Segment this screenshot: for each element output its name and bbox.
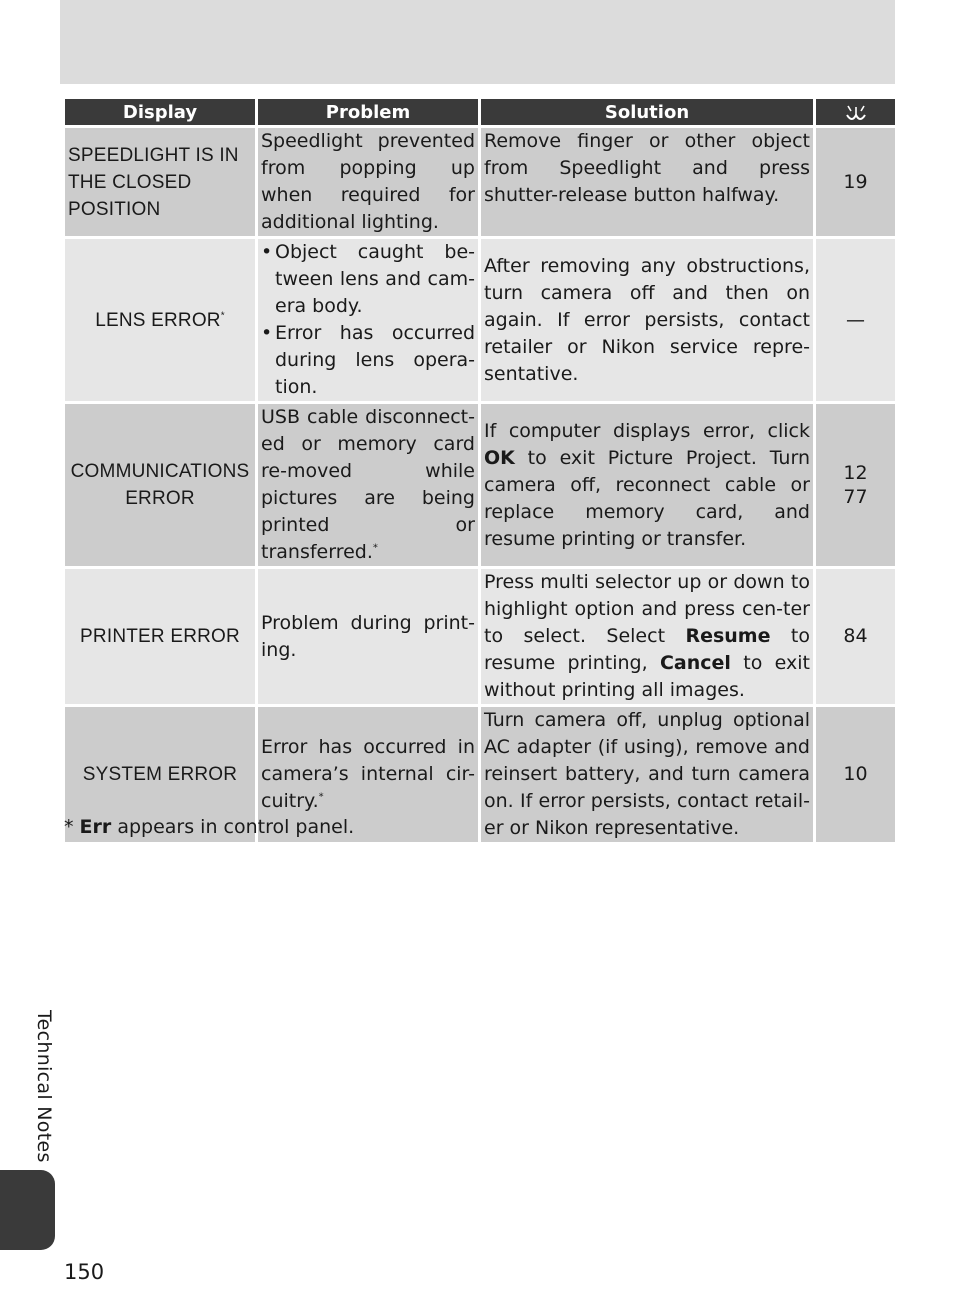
- footnote-mark: *: [64, 816, 80, 838]
- solution-text: If computer displays error, click: [484, 419, 810, 442]
- display-cell: COMMUNICATIONS ERROR: [65, 404, 255, 569]
- page-ref: 12: [843, 462, 868, 484]
- footnote-mark: *: [220, 310, 225, 322]
- column-header-page: [816, 99, 895, 128]
- section-side-label: Technical Notes: [33, 1010, 55, 1163]
- ok-label: OK: [484, 446, 515, 469]
- page-number: 150: [64, 1260, 105, 1284]
- problem-cell: Problem during print-ing.: [258, 569, 478, 707]
- column-header-solution: Solution: [481, 99, 813, 128]
- table-row: [65, 239, 895, 404]
- display-cell: SPEEDLIGHT IS IN THE CLOSED POSITION: [65, 128, 255, 239]
- footnote: [64, 816, 354, 838]
- solution-cell: Remove finger or other object from Speedlight and press shutter-release button halfway.: [481, 128, 813, 239]
- table-row: [65, 569, 895, 707]
- error-message-table: [62, 99, 898, 845]
- column-header-problem: Problem: [258, 99, 478, 128]
- display-cell: [65, 239, 255, 404]
- table-header-row: [65, 99, 895, 128]
- page-cell: 84: [816, 569, 895, 707]
- page-cell: —: [816, 239, 895, 404]
- problem-list: [261, 239, 475, 401]
- page-cell: [816, 404, 895, 569]
- problem-cell: [258, 404, 478, 569]
- table-row: [65, 128, 895, 239]
- table-row: [65, 404, 895, 569]
- resume-label: Resume: [685, 625, 771, 647]
- column-header-display: Display: [65, 99, 255, 128]
- footnote-mark: *: [318, 791, 324, 803]
- display-cell: PRINTER ERROR: [65, 569, 255, 707]
- solution-text: to exit Picture Project. Turn camera off, reconnect cable or replace memory card, and resume printing or transfer.: [484, 446, 810, 550]
- page-ref: 77: [843, 486, 868, 508]
- footnote-text: appears in control panel.: [111, 816, 355, 838]
- problem-text: Error has occurred in camera’s internal cir-cuitry.: [261, 736, 475, 812]
- list-item: • Object caught be-tween lens and cam-era body.: [261, 239, 475, 320]
- page-reference-icon: [843, 103, 869, 123]
- solution-cell: Turn camera off, unplug optional AC adapter (if using), remove and reinsert battery, and turn camera on. If error persists, contact retail-er or Nikon representative.: [481, 707, 813, 845]
- solution-cell: After removing any obstructions, turn camera off and then on again. If error persists, contact retailer or Nikon service repre-sentative.: [481, 239, 813, 404]
- display-text: LENS ERROR: [95, 309, 221, 331]
- section-tab: [0, 1170, 55, 1250]
- footnote-mark: *: [372, 542, 378, 554]
- cancel-label: Cancel: [659, 652, 731, 674]
- display-cell: SYSTEM ERROR: [65, 707, 255, 845]
- problem-cell: [258, 239, 478, 404]
- solution-text: to exit without printing all images.: [484, 652, 810, 701]
- page-cell: 10: [816, 707, 895, 845]
- solution-cell: [481, 569, 813, 707]
- solution-text: to resume printing,: [484, 625, 810, 674]
- solution-cell: [481, 404, 813, 569]
- problem-text: USB cable disconnect-ed or memory card re-moved while pictures are being printed or transferred.: [261, 406, 475, 563]
- problem-cell: Speedlight prevented from popping up when required for additional lighting.: [258, 128, 478, 239]
- header-band: [60, 0, 895, 84]
- solution-text: Press multi selector up or down to highlight option and press cen-ter to select. Select: [484, 571, 810, 647]
- list-item: • Error has occurred during lens opera-tion.: [261, 320, 475, 401]
- footnote-err: Err: [79, 816, 112, 838]
- page-cell: 19: [816, 128, 895, 239]
